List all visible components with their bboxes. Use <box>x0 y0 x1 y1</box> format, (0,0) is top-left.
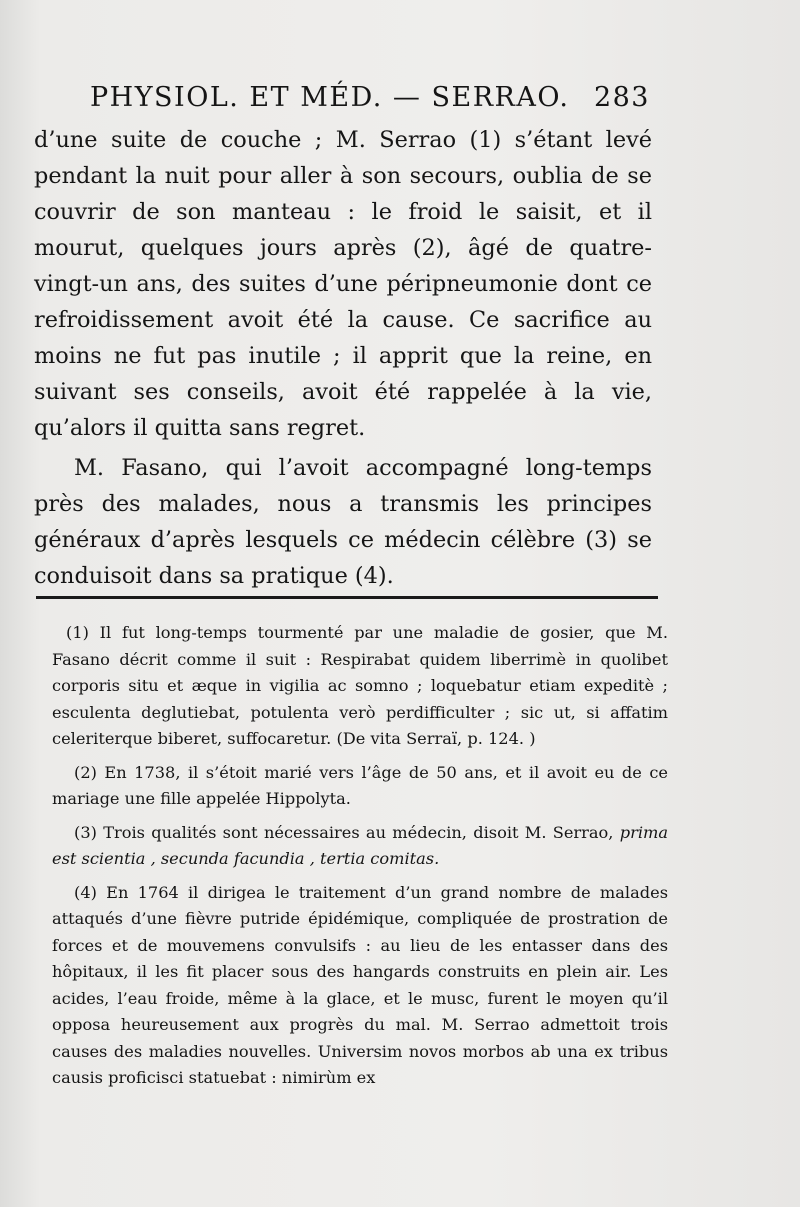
footnotes <box>52 620 668 1099</box>
running-title: PHYSIOL. ET MÉD. — SERRAO. <box>90 82 570 113</box>
body-paragraph-1: d’une suite de couche ; M. Serrao (1) s’étant levé pendant la nuit pour aller à son secours, oublia de se couvrir de son manteau : le froid le saisit, et il mourut, quelques jours après (2), âgé de quatre-vingt-un ans, des suites d’une péripneumonie dont ce refroidissement avoit été la cause. Ce sacrifice au moins ne fut pas inutile ; il apprit que la reine, en suivant ses conseils, avoit été rappelée à la vie, qu’alors il quitta sans regret. <box>34 127 652 441</box>
footnote-2: (2) En 1738, il s’étoit marié vers l’âge de 50 ans, et il avoit eu de ce mariage une fille appelée Hippolyta. <box>52 762 668 808</box>
footnote-3-italic-quote: prima est scientia , secunda facundia , tertia comitas. <box>52 822 668 868</box>
footnote-separator-rule <box>36 596 658 599</box>
footnote-1: (1) Il fut long-temps tourmenté par une maladie de gosier, que M. Fasano décrit comme il suit : Respirabat quidem liberrimè in quolibet corporis situ et æque in vigilia ac somno ; loquebatur etiam expeditè ; esculenta deglutiebat, potulenta verò perdifficulter ; sic ut, si affatim celeriterque biberet, suffocaretur. (De vita Serraï, p. 124. ) <box>52 623 668 748</box>
main-text <box>34 122 652 594</box>
page-number: 283 <box>593 82 650 113</box>
running-header <box>90 82 650 113</box>
body-paragraph-2: M. Fasano, qui l’avoit accompagné long-temps près des malades, nous a transmis les principes généraux d’après lesquels ce médecin célèbre (3) se conduisoit dans sa pratique (4). <box>34 455 652 589</box>
footnote-4: (4) En 1764 il dirigea le traitement d’un grand nombre de malades attaqués d’une fièvre putride épidémique, compliquée de prostration de forces et de mouvemens convulsifs : au lieu de les entasser dans des hôpitaux, il les fit placer sous des hangards construits en plein air. Les acides, l’eau froide, même à la glace, et le musc, furent le moyen qu’il opposa heureusement aux progrès du mal. M. Serrao admettoit trois causes des maladies nouvelles. Universim novos morbos ab una ex tribus causis proficisci statuebat : nimirùm ex <box>52 882 668 1087</box>
footnote-3 <box>52 820 668 873</box>
footnote-3-text: (3) Trois qualités sont nécessaires au médecin, disoit M. Serrao, <box>74 822 620 842</box>
